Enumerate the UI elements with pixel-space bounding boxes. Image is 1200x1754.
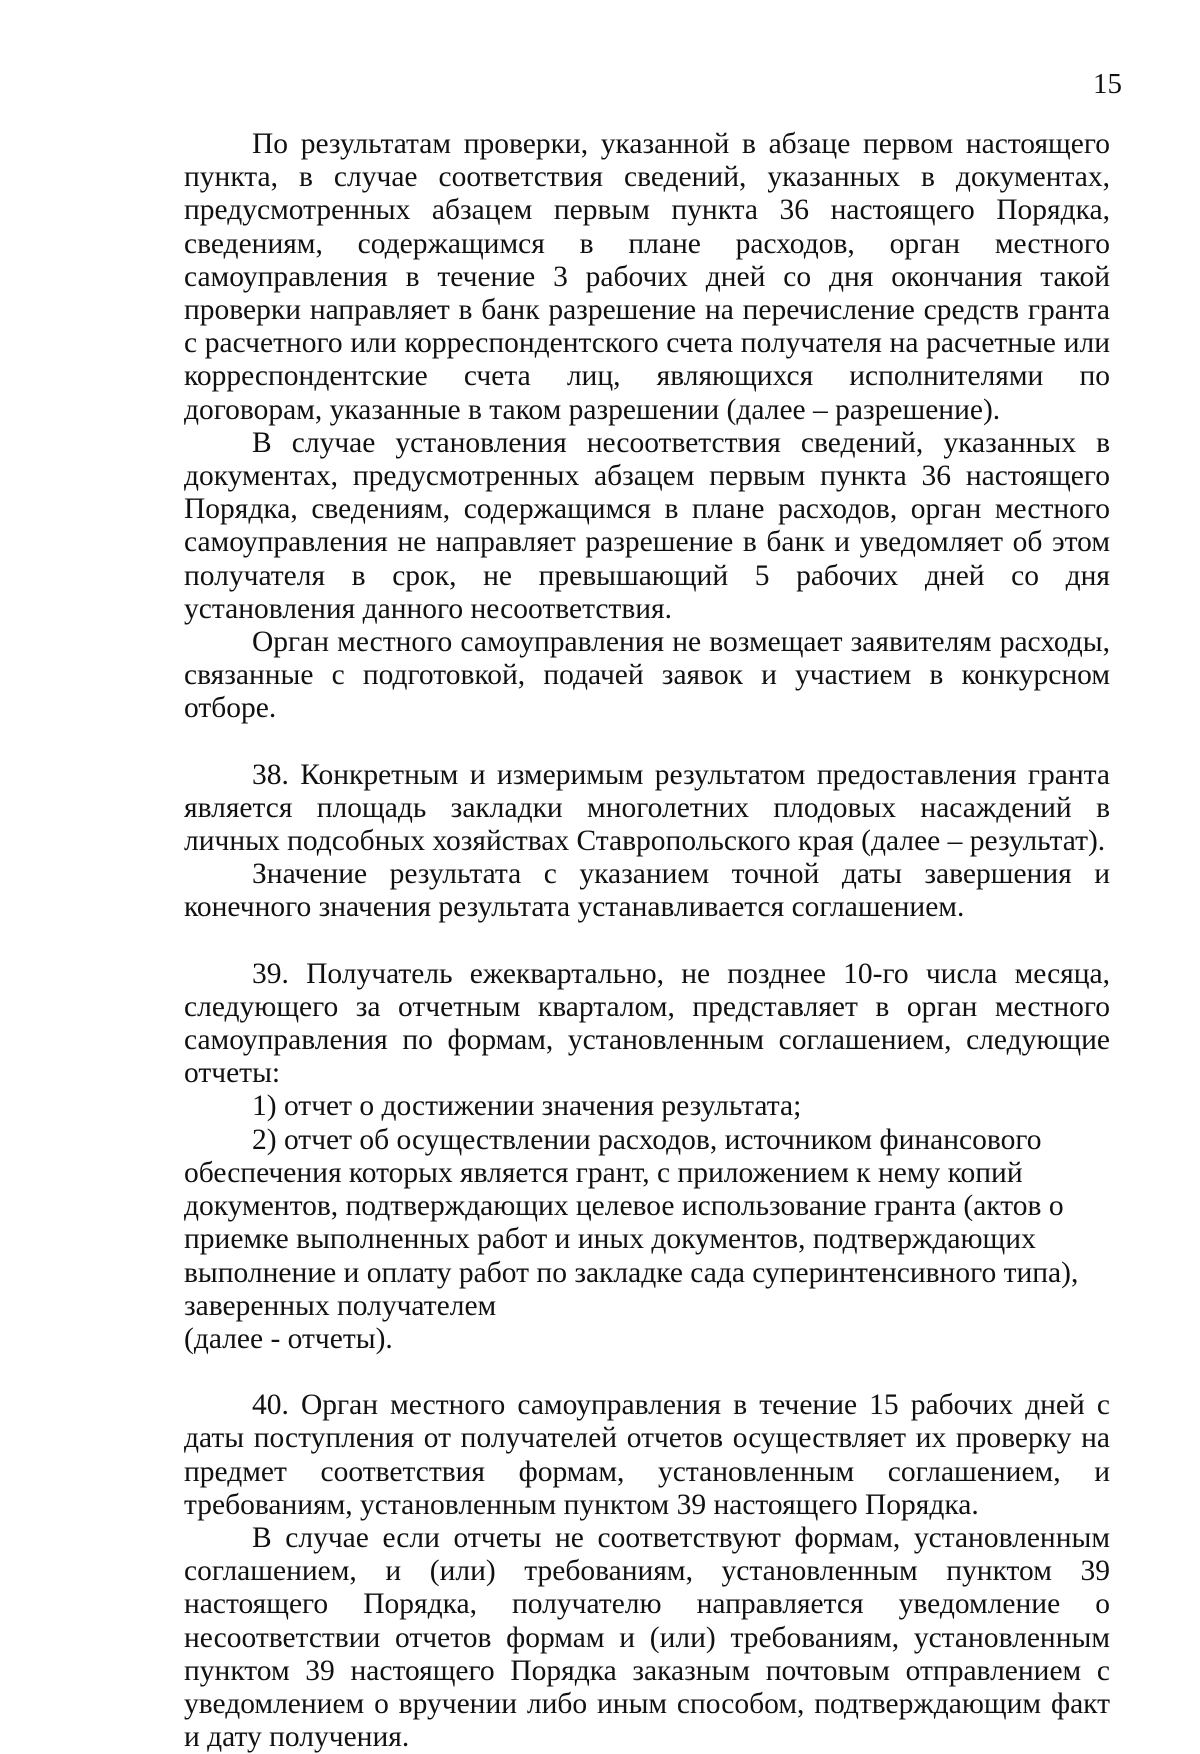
paragraph-37-mismatch: В случае установления несоответствия сведений, указанных в документах, предусмотренных абзацем первым пункта 36 настоящего Порядка, сведениям, содержащимся в плане расходов, орган местного самоуправления не направляет разрешение в банк и уведомляет об этом получателя в срок, не превышающий 5 рабочих дней со дня установления данного несоответствия. (184, 426, 1110, 625)
list-item-report-2-continuation: (далее - отчеты). (184, 1322, 393, 1355)
page-number: 15 (1093, 68, 1122, 100)
paragraph-40-check: 40. Орган местного самоуправления в течение 15 рабочих дней с даты поступления от получателей отчетов осуществляет их проверку на предмет соответствия формам, установленным соглашением, и требованиям, установленным пунктом 39 настоящего Порядка. (184, 1389, 1110, 1521)
paragraph-38-result-value: Значение результата с указанием точной даты завершения и конечного значения результата устанавливается соглашением. (184, 858, 1110, 924)
paragraph-38-result: 38. Конкретным и измеримым результатом предоставления гранта является площадь закладки многолетних плодовых насаждений в личных подсобных хозяйствах Ставропольского края (далее – результат). (184, 758, 1110, 858)
list-item-report-2: 2) отчет об осуществлении расходов, источником финансового обеспечения которых является грант, с приложением к нему копий документов, подтверждающих целевое использование гранта (актов о приемке выполненных работ и иных документов, подтверждающих выполнение и оплату работ по закладке сада суперинтенсивного типа), заверенных получателем (184, 1123, 1079, 1322)
list-item-report-1: 1) отчет о достижении значения результата; (252, 1090, 802, 1123)
paragraph-37-no-reimbursement: Орган местного самоуправления не возмещает заявителям расходы, связанные с подготовкой, подачей заявок и участием в конкурсном отборе. (184, 626, 1110, 725)
document-body (184, 128, 1110, 1754)
paragraph-40-nonconformity: В случае если отчеты не соответствуют формам, установленным соглашением, и (или) требованиям, установленным пунктом 39 настоящего Порядка, получателю направляется уведомление о несоответствии отчетов формам и (или) требованиям, установленным пунктом 39 настоящего Порядка заказным почтовым отправлением с уведомлением о вручении либо иным способом, подтверждающим факт и дату получения. (184, 1521, 1110, 1754)
paragraph-37-verification-result: По результатам проверки, указанной в абзаце первом настоящего пункта, в случае соответствия сведений, указанных в документах, предусмотренных абзацем первым пункта 36 настоящего Порядка, сведениям, содержащимся в плане расходов, орган местного самоуправления в течение 3 рабочих дней со дня окончания такой проверки направляет в банк разрешение на перечисление средств гранта с расчетного или корреспондентского счета получателя на расчетные или корреспондентские счета лиц, являющихся исполнителями по договорам, указанные в таком разрешении (далее – разрешение). (184, 128, 1110, 426)
paragraph-39-reports: 39. Получатель ежеквартально, не позднее 10-го числа месяца, следующего за отчетным кварталом, представляет в орган местного самоуправления по формам, установленным соглашением, следующие отчеты: (184, 957, 1110, 1090)
